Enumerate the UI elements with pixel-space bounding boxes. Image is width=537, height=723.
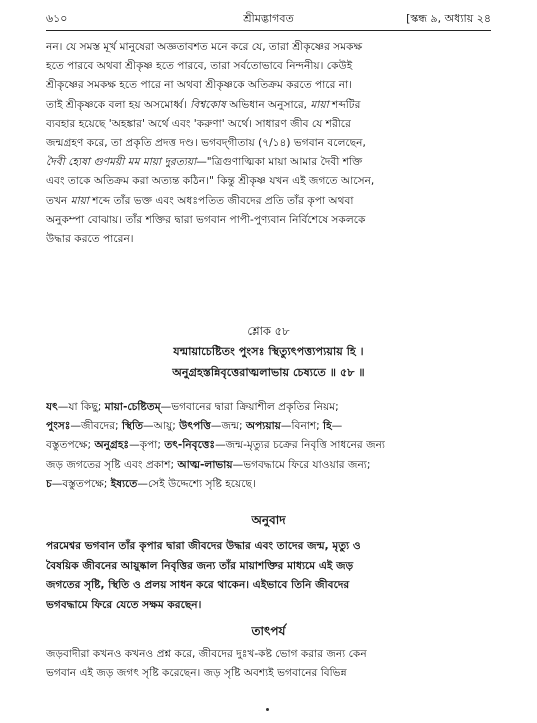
- purport-line: ভগবান এই জড় জগৎ সৃষ্টি করেছেন। জড় সৃষ্টি অবশ্যই ভগবানের বিভিন্ন: [46, 667, 347, 680]
- intro-line: উদ্ধার করতে পারেন।: [46, 233, 134, 246]
- verse-line: যন্মায়াচেষ্টিতং পুংসঃ স্থিত্যুৎপত্ত্যপ্যয়ায় হি ।: [173, 345, 364, 358]
- intro-paragraph: [46, 38, 492, 249]
- intro-line: ব্যবহার হয়েছে 'অহঙ্কার' অর্থে এবং 'করুণা' অর্থে। সাধারণ জীব যে শরীরে: [46, 117, 351, 130]
- translation-line: বৈষয়িক জীবনের আয়ুষ্কাল নিবৃত্তির জন্য তাঁর মায়াশক্তির মাধ্যমে এই জড়: [46, 559, 354, 572]
- intro-line: দৈবী হ্যেষা গুণময়ী মম মায়া দুরত্যয়া—"ত্রিগুণাত্মিকা মায়া আমার দৈবী শক্তি: [46, 156, 363, 169]
- intro-line: অনুকম্পা বোঝায়। তাঁর শক্তির দ্বারা ভগবান পাপী-পুণ্যবান নির্বিশেষে সকলকে: [46, 213, 366, 226]
- intro-line: এবং তাকে অতিক্রম করা অত্যন্ত কঠিন।" কিন্তু শ্রীকৃষ্ণ যখন এই জগতে আসেন,: [46, 175, 375, 188]
- purport-line: জড়বাদীরা কখনও কখনও প্রশ্ন করে, জীবদের দুঃখ-কষ্ট ভোগ করার জন্য কেন: [46, 648, 367, 660]
- purport-paragraph: [46, 645, 492, 683]
- synonym-line: পুংসঃ—জীবদের; স্থিতি—আয়ু; উৎপত্তি—জন্ম; অপ্যয়ায়—বিনাশ; হি—: [46, 420, 343, 433]
- intro-line: নন। যে সমস্ত মূর্খ মানুষেরা অজ্ঞতাবশত মনে করে যে, তারা শ্রীকৃষ্ণের সমকক্ষ: [46, 41, 363, 53]
- page-mark: [266, 708, 269, 711]
- translation-paragraph: [46, 537, 492, 615]
- synonym-line: জড় জগতের সৃষ্টি এবং প্রকাশ; আত্ম-লাভায়—ভগবদ্ধামে ফিরে যাওয়ার জন্য;: [46, 458, 371, 471]
- page-number: ৬১০: [46, 12, 68, 25]
- chapter-reference: [স্কন্ধ ৯, অধ্যায় ২৪: [406, 12, 491, 25]
- synonym-line: চ—বস্তুতপক্ষে; ইষ্যতে—সেই উদ্দেশ্যে সৃষ্টি হয়েছে।: [46, 477, 256, 490]
- intro-line: তখন মায়া শব্দে তাঁর ভক্ত এবং অধঃপতিত জীবদের প্রতি তাঁর কৃপা অথবা: [46, 194, 354, 207]
- running-header: [46, 10, 491, 28]
- intro-line: শ্রীকৃষ্ণের সমকক্ষ হতে পারে না অথবা শ্রীকৃষ্ণকে অতিক্রম করতে পারে না।: [46, 79, 352, 92]
- synonym-line: যৎ—যা কিছু; মায়া-চেষ্টিতম্‌—ভগবানের দ্বারা ক্রিয়াশীল প্রকৃতির নিয়ম;: [46, 401, 339, 413]
- intro-line: তাই শ্রীকৃষ্ণকে বলা হয় অসমোর্ধ্ব। বিশ্বকোষ অভিধান অনুসারে, মায়া শব্দটির: [46, 98, 361, 111]
- book-title: শ্রীমদ্ভাগবত: [243, 12, 294, 25]
- synonyms-section: [46, 398, 492, 494]
- translation-line: পরমেশ্বর ভগবান তাঁর কৃপার দ্বারা জীবদের উদ্ধার এবং তাদের জন্ম, মৃত্যু ও: [46, 540, 361, 552]
- header-rule: [46, 30, 491, 31]
- verse-number: শ্লোক ৫৮: [247, 324, 290, 338]
- translation-heading: অনুবাদ: [251, 513, 286, 527]
- synonym-line: বস্তুতপক্ষে; অনুগ্রহঃ—কৃপা; তৎ-নিবৃত্তেঃ—জন্ম-মৃত্যুর চক্রের নিবৃত্তি সাধনের জন্য: [46, 439, 385, 452]
- translation-line: ভগবদ্ধামে ফিরে যেতে সক্ষম করছেন।: [46, 598, 202, 611]
- verse-line: অনুগ্রহস্তন্নিবৃত্তেরাত্মলাভায় চেষ্যতে ॥ ৫৮ ॥: [172, 366, 365, 379]
- intro-line: হতে পারবে অথবা শ্রীকৃষ্ণ হতে পারবে, তারা সর্বতোভাবে নিন্দনীয়। কেউই: [46, 60, 353, 73]
- purport-heading: তাৎপর্য: [251, 624, 286, 638]
- intro-line: জন্মগ্রহণ করে, তা প্রকৃতি প্রদত্ত দণ্ড। ভগবদ্‌গীতায় (৭/১৪) ভগবান বলেছেন,: [46, 137, 366, 150]
- translation-line: জগতের সৃষ্টি, স্থিতি ও প্রলয় সাধন করে থাকেন। এইভাবে তিনি জীবদের: [46, 579, 350, 591]
